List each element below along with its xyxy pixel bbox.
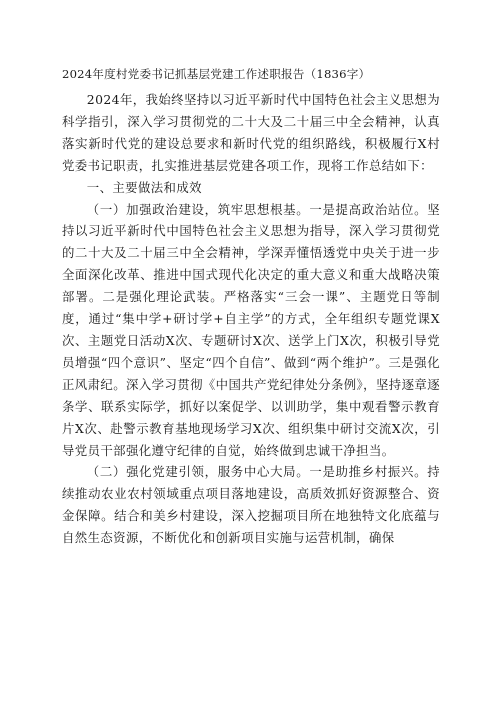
document-title: 2024年度村党委书记抓基层党建工作述职报告（1836字） xyxy=(62,67,371,81)
section-heading: 一、主要做法和成效 xyxy=(86,179,202,195)
body-paragraph-party-building: （二）强化党建引领，服务中心大局。一是助推乡村振兴。持续推动农业农村领域重点项目落地建设，高质效抓好资源整合、资金保障。结合和美乡村建设，深入挖掘项目所在地独特文化底蕴与自然生态资源，不断优化和创新项目实施与运营机制，确保 xyxy=(62,464,440,546)
body-paragraph-political: （一）加强政治建设，筑牢思想根基。一是提高政治站位。坚持以习近平新时代中国特色社会主义思想为指导，深入学习贯彻党的二十大及二十届三中全会精神，学深弄懂悟透党中央关于进一步全面深化改革、推进中国式现代化决定的重大意义和重大战略决策部署。二是强化理论武装。严格落实“三会一课”、主题党日等制度，通过“集中学+研讨学+自主学”的方式，全年组织专题党课X次、主题党日活动X次、专题研讨X次、送学上门X次，积极引导党员增强“四个意识”、坚定“四个自信”、做到“两个维护”。三是强化正风肃纪。深入学习贯彻《中国共产党纪律处分条例》，坚持逐章逐条学、联系实际学，抓好以案促学、以训助学，集中观看警示教育片X次、赴警示教育基地现场学习X次、组织集中研讨交流X次，引导党员干部强化遵守纪律的自觉，始终做到忠诚干净担当。 xyxy=(62,201,440,458)
document-page xyxy=(62,66,440,549)
intro-paragraph: 2024年，我始终坚持以习近平新时代中国特色社会主义思想为科学指引，深入学习贯彻党的二十大及二十届三中全会精神，认真落实新时代党的建设总要求和新时代党的组织路线，积极履行X村党委书记职责，扎实推进基层党建各项工作，现将工作总结如下： xyxy=(62,92,440,173)
